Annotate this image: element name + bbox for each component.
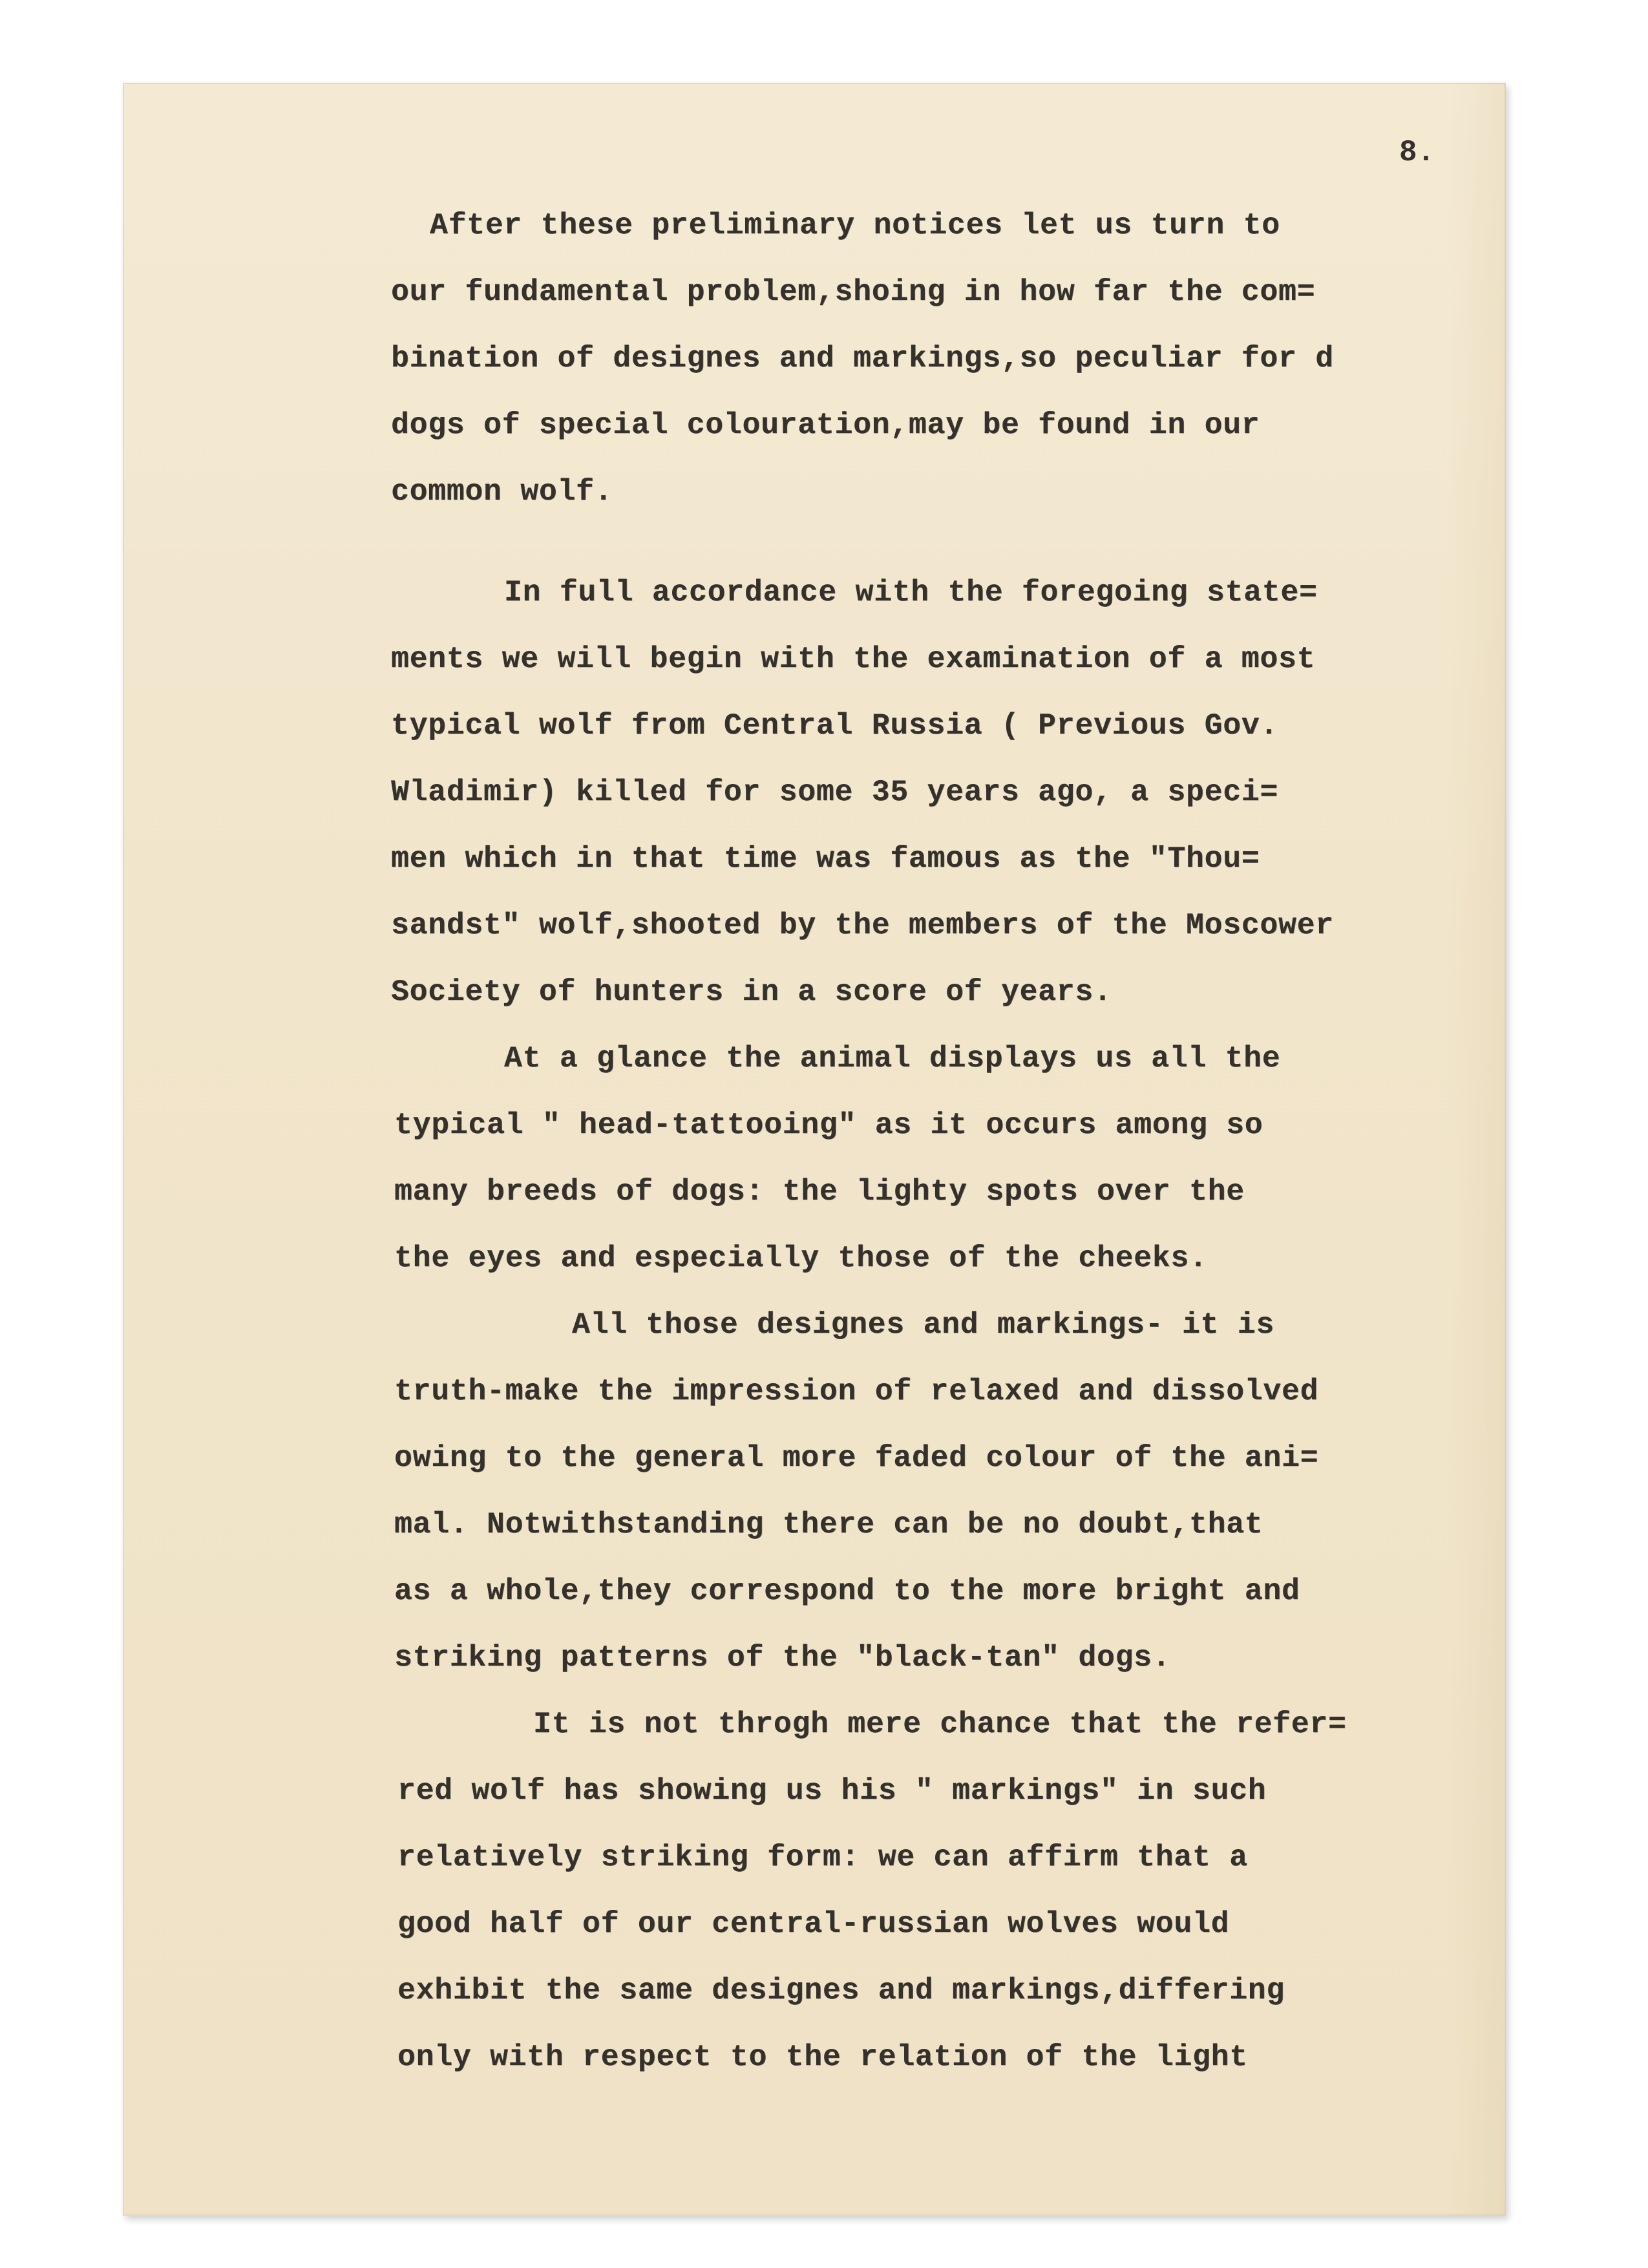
text-line: the eyes and especially those of the cheeks. — [394, 1241, 1208, 1275]
text-line: At a glance the animal displays us all the — [504, 1041, 1281, 1076]
text-line: exhibit the same designes and markings,differing — [397, 1973, 1285, 2008]
text-line: dogs of special colouration,may be found in our — [391, 408, 1260, 442]
text-line: All those designes and markings- it is — [572, 1308, 1274, 1342]
typewritten-page — [123, 83, 1506, 2216]
text-line: common wolf. — [391, 474, 613, 509]
text-line: ments we will begin with the examination of a most — [391, 642, 1316, 676]
text-line: After these preliminary notices let us turn to — [430, 208, 1280, 242]
page-number: 8. — [1399, 136, 1435, 169]
text-line: striking patterns of the "black-tan" dogs. — [394, 1640, 1171, 1675]
text-line: only with respect to the relation of the light — [397, 2040, 1248, 2074]
text-line: typical wolf from Central Russia ( Previous Gov. — [391, 708, 1279, 743]
text-line: typical " head-tattooing" as it occurs among so — [394, 1108, 1263, 1142]
text-line: owing to the general more faded colour of the ani= — [394, 1441, 1319, 1475]
text-line: Wladimir) killed for some 35 years ago, a speci= — [391, 775, 1279, 809]
text-line: good half of our central-russian wolves would — [397, 1907, 1230, 1941]
text-line: mal. Notwithstanding there can be no doubt,that — [394, 1507, 1263, 1542]
text-line: red wolf has showing us his " markings" in such — [397, 1774, 1267, 1808]
text-line: men which in that time was famous as the "Thou= — [391, 842, 1260, 876]
text-line: sandst" wolf,shooted by the members of the Moscower — [391, 908, 1334, 942]
text-line: truth-make the impression of relaxed and dissolved — [394, 1374, 1319, 1408]
text-line: our fundamental problem,shoing in how far the com= — [391, 275, 1316, 309]
text-line: Society of hunters in a score of years. — [391, 975, 1112, 1009]
text-line: It is not throgh mere chance that the refer= — [533, 1707, 1347, 1741]
text-line: In full accordance with the foregoing state= — [504, 575, 1318, 609]
text-line: bination of designes and markings,so peculiar for d — [391, 341, 1334, 376]
text-line: as a whole,they correspond to the more bright and — [394, 1574, 1300, 1608]
text-line: many breeds of dogs: the lighty spots over the — [394, 1174, 1245, 1209]
text-line: relatively striking form: we can affirm that a — [397, 1840, 1248, 1874]
